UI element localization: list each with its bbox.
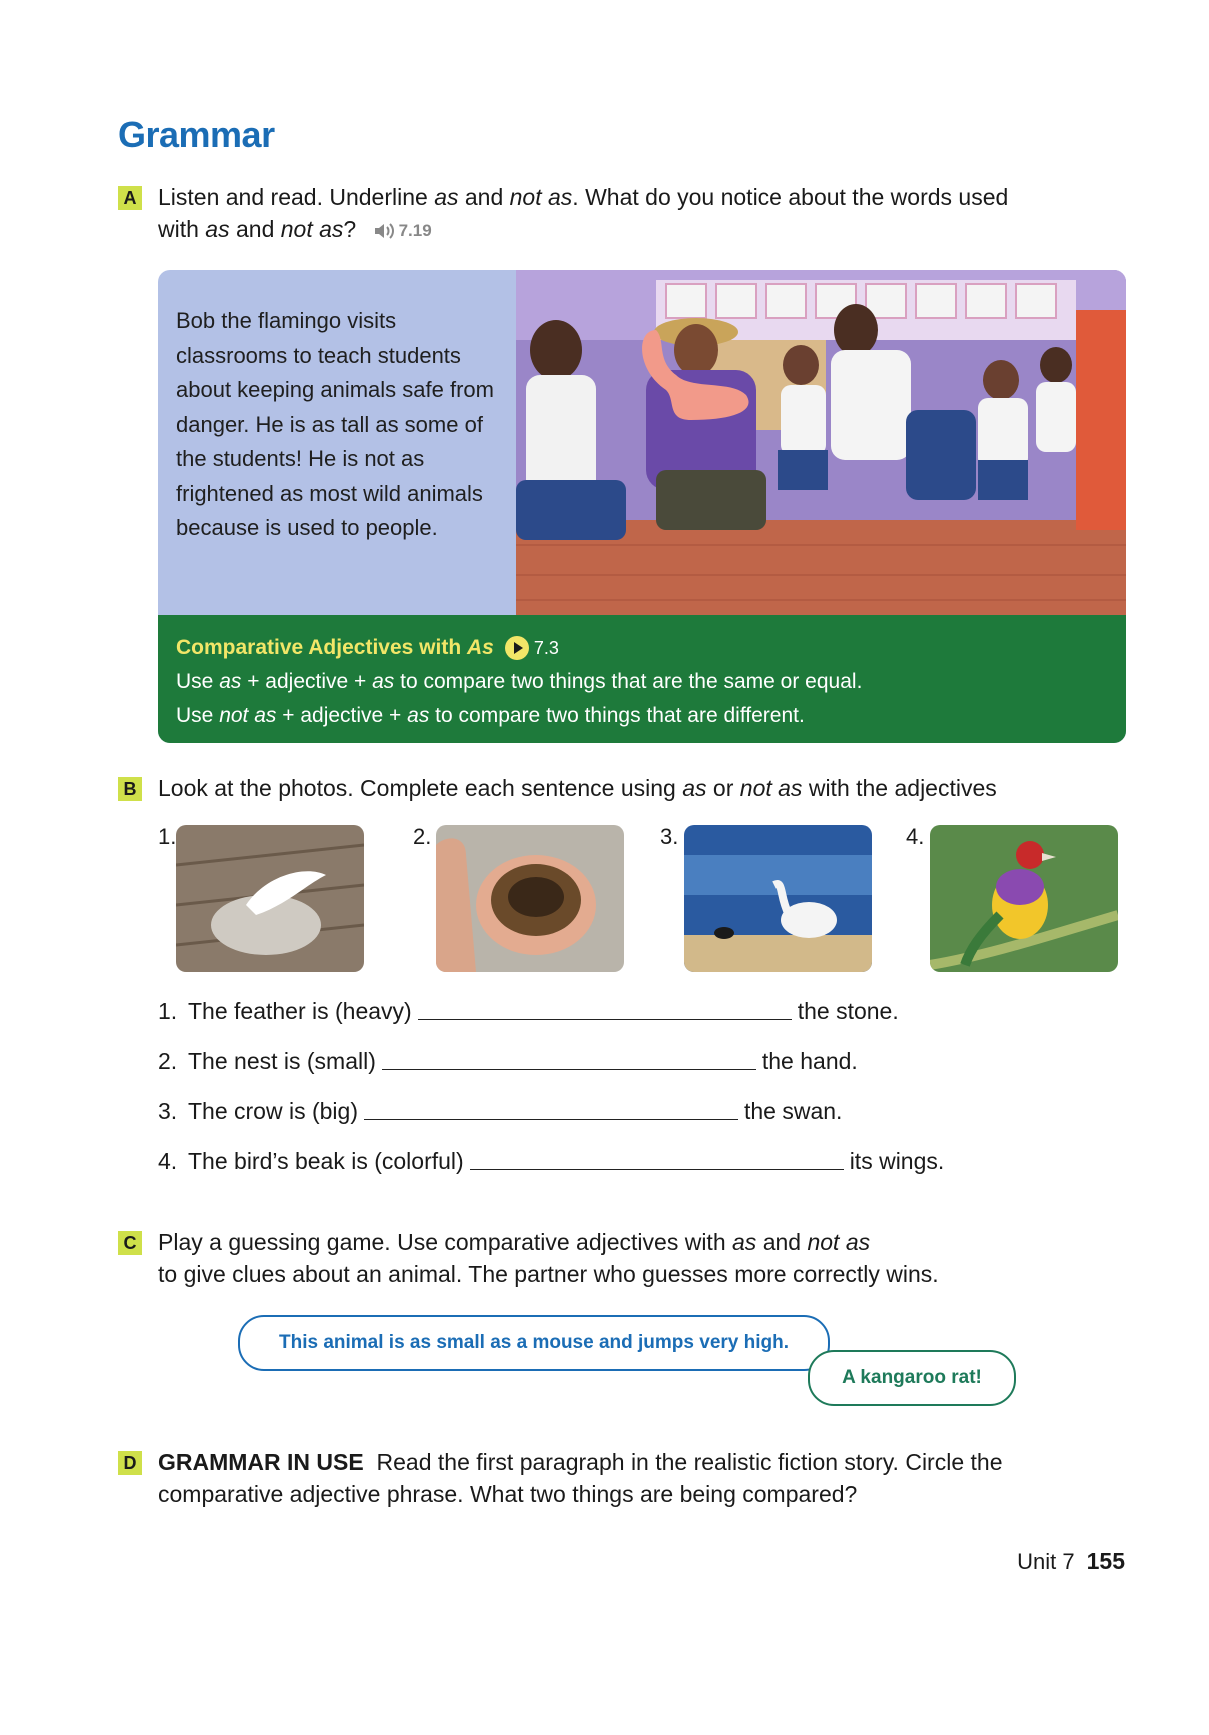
play-icon <box>504 635 530 661</box>
story-panel <box>158 270 1126 743</box>
section-d-instructions: GRAMMAR IN USE Read the first paragraph in the realistic fiction story. Circle the comparative adjective phrase. What two things are being compared? <box>158 1449 1003 1507</box>
finch-bird-photo <box>930 825 1118 972</box>
section-c-instructions: Play a guessing game. Use comparative adjectives with as and not as to give clues about an animal. The partner who guesses more correctly wins. <box>158 1229 939 1287</box>
speech-bubble-answer: A kangaroo rat! <box>808 1350 1016 1406</box>
sentence-3: 3. The crow is (big) the swan. <box>158 1098 843 1124</box>
photo-number: 1. <box>158 824 177 849</box>
grammar-box-title: Comparative Adjectives with As 7.3 <box>176 636 559 659</box>
nest-hand-photo <box>436 825 624 972</box>
answer-blank-1[interactable] <box>418 1019 792 1020</box>
classroom-flamingo-photo <box>516 270 1126 615</box>
story-text: Bob the flamingo visits classrooms to teach students about keeping animals safe from danger. He is as tall as some of the students! He is not as frightened as most wild animals because is used to people. <box>176 308 494 540</box>
grammar-rule-different: Use not as + adjective + as to compare two things that are different. <box>176 704 805 727</box>
photo-number: 2. <box>413 824 432 849</box>
sentence-1: 1. The feather is (heavy) the stone. <box>158 998 899 1024</box>
grammar-box <box>158 615 1126 743</box>
page-footer <box>1017 1548 1125 1575</box>
section-d-badge: D <box>118 1451 142 1475</box>
grammar-in-use-label: GRAMMAR IN USE <box>158 1449 364 1475</box>
section-c-badge: C <box>118 1231 142 1255</box>
crow-swan-photo <box>684 825 872 972</box>
feather-stone-photo <box>176 825 364 972</box>
page-title: Grammar <box>118 114 275 155</box>
video-track-button[interactable]: 7.3 <box>504 635 559 661</box>
answer-blank-4[interactable] <box>470 1169 844 1170</box>
answer-blank-2[interactable] <box>382 1069 756 1070</box>
speech-bubble-clue: This animal is as small as a mouse and jumps very high. <box>238 1315 830 1371</box>
sentence-2: 2. The nest is (small) the hand. <box>158 1048 858 1074</box>
section-a-instructions: Listen and read. Underline as and not as. What do you notice about the words used with as and not as? 7.19 <box>158 181 1008 247</box>
page-number: 155 <box>1086 1548 1125 1574</box>
photo-number: 3. <box>660 824 679 849</box>
sentence-4: 4. The bird’s beak is (colorful) its wings. <box>158 1148 945 1174</box>
section-b-instructions: Look at the photos. Complete each sentence using as or not as with the adjectives <box>158 775 997 801</box>
grammar-rule-same: Use as + adjective + as to compare two things that are the same or equal. <box>176 670 863 693</box>
unit-label: Unit 7 <box>1017 1549 1075 1574</box>
section-a-badge: A <box>118 186 142 210</box>
answer-blank-3[interactable] <box>364 1119 738 1120</box>
photo-number: 4. <box>906 824 925 849</box>
speaker-icon <box>373 222 395 240</box>
audio-track-button[interactable]: 7.19 <box>373 215 432 247</box>
section-b-badge: B <box>118 777 142 801</box>
